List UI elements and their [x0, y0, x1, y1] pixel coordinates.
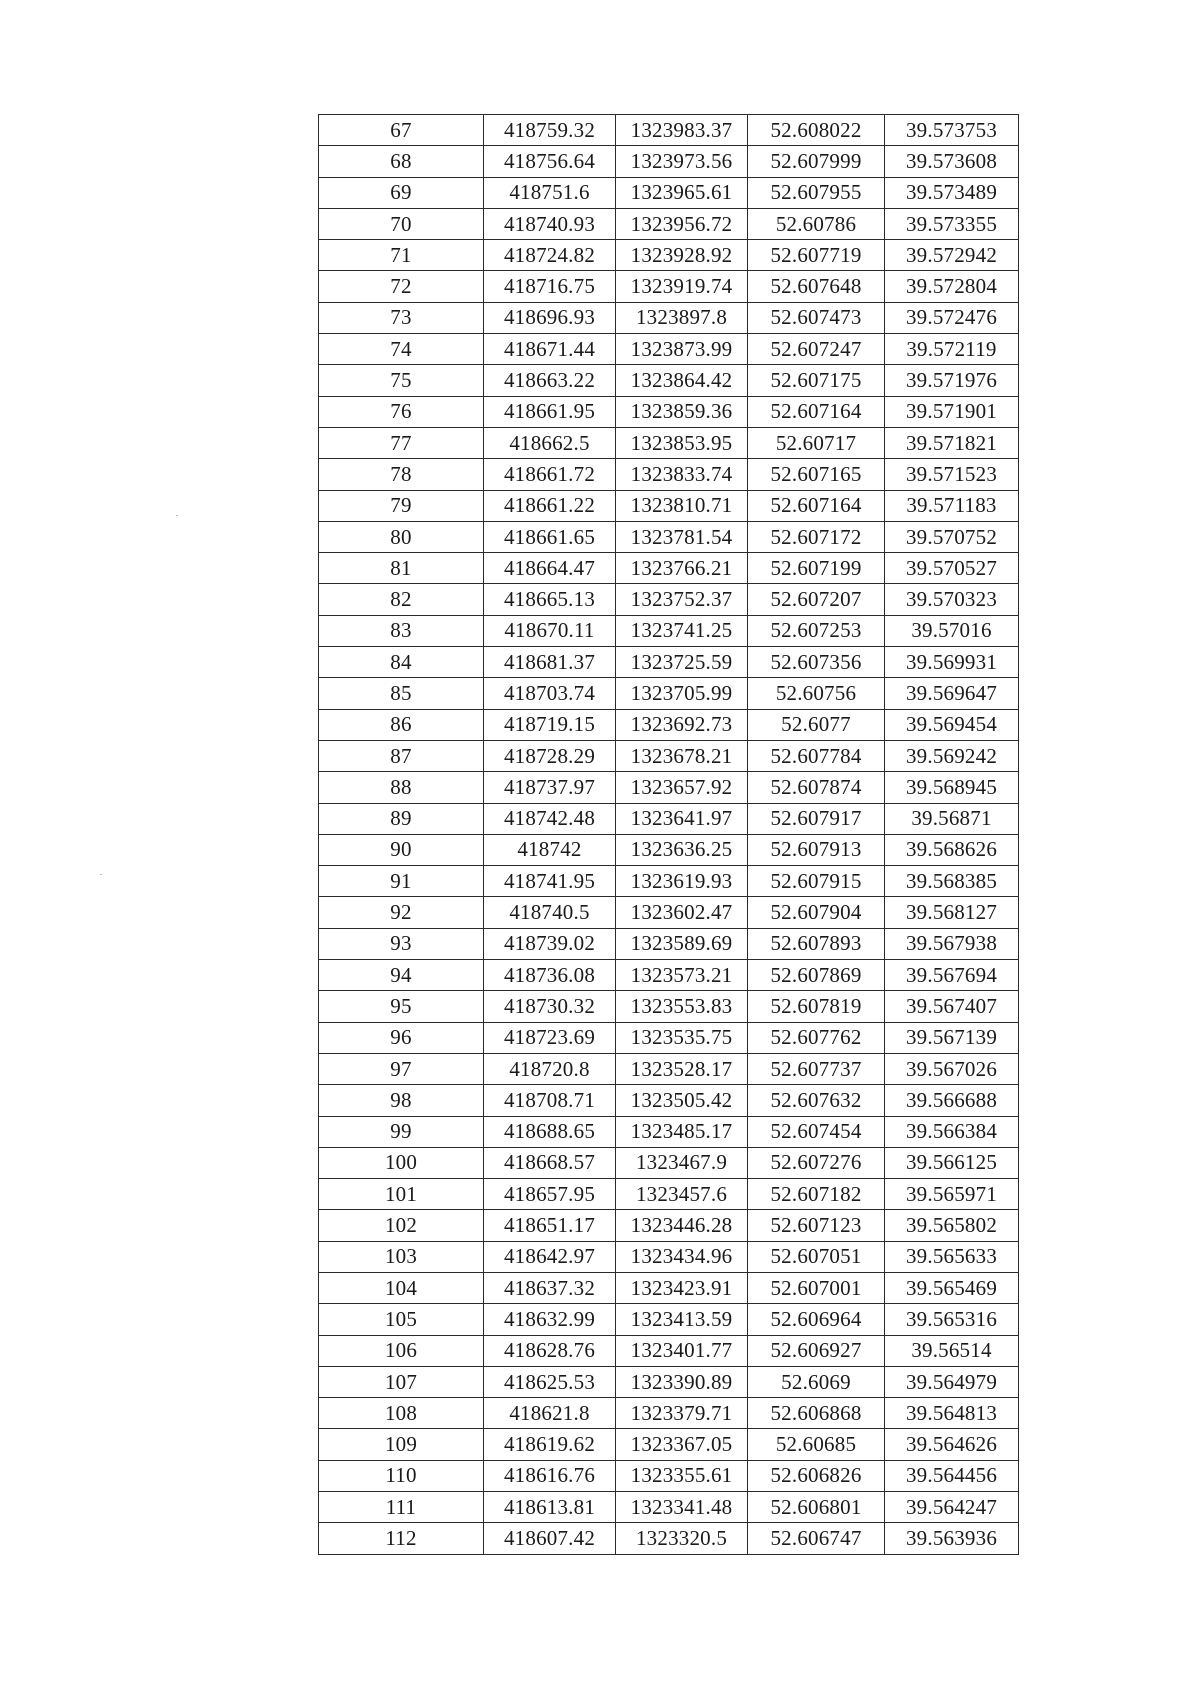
longitude-cell: 39.56514 — [885, 1335, 1019, 1366]
table-row — [319, 1053, 1019, 1084]
point-number-cell: 71 — [319, 240, 484, 271]
x-coordinate-cell: 418671.44 — [484, 334, 616, 365]
table-row — [319, 647, 1019, 678]
latitude-cell: 52.6069 — [748, 1366, 885, 1397]
longitude-cell: 39.571821 — [885, 427, 1019, 458]
y-coordinate-cell: 1323897.8 — [616, 302, 748, 333]
y-coordinate-cell: 1323379.71 — [616, 1398, 748, 1429]
x-coordinate-cell: 418730.32 — [484, 991, 616, 1022]
longitude-cell: 39.565469 — [885, 1272, 1019, 1303]
scan-speck — [176, 515, 178, 516]
latitude-cell: 52.607893 — [748, 928, 885, 959]
longitude-cell: 39.573608 — [885, 146, 1019, 177]
latitude-cell: 52.60685 — [748, 1429, 885, 1460]
y-coordinate-cell: 1323752.37 — [616, 584, 748, 615]
longitude-cell: 39.564247 — [885, 1492, 1019, 1523]
latitude-cell: 52.607632 — [748, 1085, 885, 1116]
x-coordinate-cell: 418661.95 — [484, 396, 616, 427]
y-coordinate-cell: 1323853.95 — [616, 427, 748, 458]
table-row — [319, 240, 1019, 271]
y-coordinate-cell: 1323810.71 — [616, 490, 748, 521]
x-coordinate-cell: 418625.53 — [484, 1366, 616, 1397]
longitude-cell: 39.56871 — [885, 803, 1019, 834]
x-coordinate-cell: 418661.72 — [484, 459, 616, 490]
y-coordinate-cell: 1323741.25 — [616, 615, 748, 646]
x-coordinate-cell: 418742 — [484, 834, 616, 865]
longitude-cell: 39.570323 — [885, 584, 1019, 615]
latitude-cell: 52.606868 — [748, 1398, 885, 1429]
latitude-cell: 52.607473 — [748, 302, 885, 333]
x-coordinate-cell: 418668.57 — [484, 1147, 616, 1178]
point-number-cell: 91 — [319, 866, 484, 897]
point-number-cell: 97 — [319, 1053, 484, 1084]
y-coordinate-cell: 1323467.9 — [616, 1147, 748, 1178]
point-number-cell: 72 — [319, 271, 484, 302]
x-coordinate-cell: 418708.71 — [484, 1085, 616, 1116]
latitude-cell: 52.607737 — [748, 1053, 885, 1084]
latitude-cell: 52.607051 — [748, 1241, 885, 1272]
y-coordinate-cell: 1323434.96 — [616, 1241, 748, 1272]
x-coordinate-cell: 418642.97 — [484, 1241, 616, 1272]
x-coordinate-cell: 418688.65 — [484, 1116, 616, 1147]
y-coordinate-cell: 1323965.61 — [616, 177, 748, 208]
point-number-cell: 98 — [319, 1085, 484, 1116]
longitude-cell: 39.564456 — [885, 1460, 1019, 1491]
y-coordinate-cell: 1323485.17 — [616, 1116, 748, 1147]
table-row — [319, 1272, 1019, 1303]
longitude-cell: 39.565633 — [885, 1241, 1019, 1272]
point-number-cell: 88 — [319, 772, 484, 803]
latitude-cell: 52.607904 — [748, 897, 885, 928]
point-number-cell: 92 — [319, 897, 484, 928]
latitude-cell: 52.607784 — [748, 740, 885, 771]
x-coordinate-cell: 418728.29 — [484, 740, 616, 771]
latitude-cell: 52.607199 — [748, 553, 885, 584]
point-number-cell: 106 — [319, 1335, 484, 1366]
x-coordinate-cell: 418651.17 — [484, 1210, 616, 1241]
x-coordinate-cell: 418665.13 — [484, 584, 616, 615]
longitude-cell: 39.563936 — [885, 1523, 1019, 1554]
latitude-cell: 52.60786 — [748, 208, 885, 239]
x-coordinate-cell: 418663.22 — [484, 365, 616, 396]
table-row — [319, 834, 1019, 865]
point-number-cell: 74 — [319, 334, 484, 365]
point-number-cell: 93 — [319, 928, 484, 959]
longitude-cell: 39.570752 — [885, 521, 1019, 552]
longitude-cell: 39.568127 — [885, 897, 1019, 928]
longitude-cell: 39.564626 — [885, 1429, 1019, 1460]
table-row — [319, 1210, 1019, 1241]
y-coordinate-cell: 1323983.37 — [616, 115, 748, 146]
point-number-cell: 99 — [319, 1116, 484, 1147]
longitude-cell: 39.572942 — [885, 240, 1019, 271]
table-row — [319, 803, 1019, 834]
point-number-cell: 95 — [319, 991, 484, 1022]
latitude-cell: 52.607874 — [748, 772, 885, 803]
table-row — [319, 1241, 1019, 1272]
longitude-cell: 39.568385 — [885, 866, 1019, 897]
latitude-cell: 52.607182 — [748, 1179, 885, 1210]
table-row — [319, 1304, 1019, 1335]
latitude-cell: 52.607164 — [748, 396, 885, 427]
point-number-cell: 70 — [319, 208, 484, 239]
x-coordinate-cell: 418720.8 — [484, 1053, 616, 1084]
y-coordinate-cell: 1323535.75 — [616, 1022, 748, 1053]
table-row — [319, 177, 1019, 208]
y-coordinate-cell: 1323657.92 — [616, 772, 748, 803]
y-coordinate-cell: 1323859.36 — [616, 396, 748, 427]
x-coordinate-cell: 418696.93 — [484, 302, 616, 333]
point-number-cell: 78 — [319, 459, 484, 490]
point-number-cell: 100 — [319, 1147, 484, 1178]
y-coordinate-cell: 1323341.48 — [616, 1492, 748, 1523]
y-coordinate-cell: 1323553.83 — [616, 991, 748, 1022]
point-number-cell: 73 — [319, 302, 484, 333]
table-row — [319, 1179, 1019, 1210]
point-number-cell: 89 — [319, 803, 484, 834]
point-number-cell: 68 — [319, 146, 484, 177]
latitude-cell: 52.607917 — [748, 803, 885, 834]
latitude-cell: 52.606927 — [748, 1335, 885, 1366]
table-row — [319, 928, 1019, 959]
table-row — [319, 678, 1019, 709]
x-coordinate-cell: 418742.48 — [484, 803, 616, 834]
y-coordinate-cell: 1323678.21 — [616, 740, 748, 771]
latitude-cell: 52.6077 — [748, 709, 885, 740]
latitude-cell: 52.606964 — [748, 1304, 885, 1335]
point-number-cell: 82 — [319, 584, 484, 615]
table-row — [319, 1147, 1019, 1178]
x-coordinate-cell: 418736.08 — [484, 960, 616, 991]
y-coordinate-cell: 1323641.97 — [616, 803, 748, 834]
y-coordinate-cell: 1323864.42 — [616, 365, 748, 396]
x-coordinate-cell: 418657.95 — [484, 1179, 616, 1210]
table-row — [319, 1523, 1019, 1554]
x-coordinate-cell: 418662.5 — [484, 427, 616, 458]
latitude-cell: 52.607165 — [748, 459, 885, 490]
latitude-cell: 52.607719 — [748, 240, 885, 271]
x-coordinate-cell: 418737.97 — [484, 772, 616, 803]
longitude-cell: 39.571976 — [885, 365, 1019, 396]
x-coordinate-cell: 418703.74 — [484, 678, 616, 709]
longitude-cell: 39.572119 — [885, 334, 1019, 365]
latitude-cell: 52.607175 — [748, 365, 885, 396]
latitude-cell: 52.607276 — [748, 1147, 885, 1178]
latitude-cell: 52.607955 — [748, 177, 885, 208]
longitude-cell: 39.573489 — [885, 177, 1019, 208]
table-row — [319, 553, 1019, 584]
point-number-cell: 84 — [319, 647, 484, 678]
y-coordinate-cell: 1323919.74 — [616, 271, 748, 302]
latitude-cell: 52.607999 — [748, 146, 885, 177]
latitude-cell: 52.607762 — [748, 1022, 885, 1053]
table-row — [319, 208, 1019, 239]
x-coordinate-cell: 418670.11 — [484, 615, 616, 646]
longitude-cell: 39.573753 — [885, 115, 1019, 146]
point-number-cell: 90 — [319, 834, 484, 865]
latitude-cell: 52.607123 — [748, 1210, 885, 1241]
table-row — [319, 302, 1019, 333]
x-coordinate-cell: 418621.8 — [484, 1398, 616, 1429]
longitude-cell: 39.573355 — [885, 208, 1019, 239]
point-number-cell: 77 — [319, 427, 484, 458]
point-number-cell: 102 — [319, 1210, 484, 1241]
point-number-cell: 87 — [319, 740, 484, 771]
table-row — [319, 115, 1019, 146]
latitude-cell: 52.607356 — [748, 647, 885, 678]
x-coordinate-cell: 418637.32 — [484, 1272, 616, 1303]
longitude-cell: 39.564979 — [885, 1366, 1019, 1397]
longitude-cell: 39.567694 — [885, 960, 1019, 991]
point-number-cell: 80 — [319, 521, 484, 552]
point-number-cell: 76 — [319, 396, 484, 427]
longitude-cell: 39.567938 — [885, 928, 1019, 959]
table-row — [319, 1492, 1019, 1523]
table-row — [319, 334, 1019, 365]
table-row — [319, 1022, 1019, 1053]
table-row — [319, 427, 1019, 458]
y-coordinate-cell: 1323505.42 — [616, 1085, 748, 1116]
longitude-cell: 39.570527 — [885, 553, 1019, 584]
x-coordinate-cell: 418616.76 — [484, 1460, 616, 1491]
longitude-cell: 39.572476 — [885, 302, 1019, 333]
table-row — [319, 991, 1019, 1022]
longitude-cell: 39.566688 — [885, 1085, 1019, 1116]
point-number-cell: 81 — [319, 553, 484, 584]
point-number-cell: 86 — [319, 709, 484, 740]
point-number-cell: 101 — [319, 1179, 484, 1210]
table-row — [319, 459, 1019, 490]
coordinates-table — [318, 114, 1019, 1555]
longitude-cell: 39.565316 — [885, 1304, 1019, 1335]
latitude-cell: 52.60717 — [748, 427, 885, 458]
longitude-cell: 39.565802 — [885, 1210, 1019, 1241]
y-coordinate-cell: 1323413.59 — [616, 1304, 748, 1335]
longitude-cell: 39.569242 — [885, 740, 1019, 771]
x-coordinate-cell: 418756.64 — [484, 146, 616, 177]
x-coordinate-cell: 418719.15 — [484, 709, 616, 740]
x-coordinate-cell: 418632.99 — [484, 1304, 616, 1335]
point-number-cell: 103 — [319, 1241, 484, 1272]
longitude-cell: 39.569454 — [885, 709, 1019, 740]
point-number-cell: 83 — [319, 615, 484, 646]
y-coordinate-cell: 1323873.99 — [616, 334, 748, 365]
table-row — [319, 1116, 1019, 1147]
y-coordinate-cell: 1323928.92 — [616, 240, 748, 271]
x-coordinate-cell: 418628.76 — [484, 1335, 616, 1366]
table-row — [319, 146, 1019, 177]
y-coordinate-cell: 1323446.28 — [616, 1210, 748, 1241]
y-coordinate-cell: 1323692.73 — [616, 709, 748, 740]
point-number-cell: 75 — [319, 365, 484, 396]
table-row — [319, 709, 1019, 740]
table-row — [319, 1429, 1019, 1460]
table-row — [319, 897, 1019, 928]
point-number-cell: 108 — [319, 1398, 484, 1429]
table-row — [319, 1366, 1019, 1397]
longitude-cell: 39.569931 — [885, 647, 1019, 678]
latitude-cell: 52.607253 — [748, 615, 885, 646]
latitude-cell: 52.607648 — [748, 271, 885, 302]
latitude-cell: 52.607247 — [748, 334, 885, 365]
x-coordinate-cell: 418741.95 — [484, 866, 616, 897]
x-coordinate-cell: 418607.42 — [484, 1523, 616, 1554]
point-number-cell: 104 — [319, 1272, 484, 1303]
latitude-cell: 52.607454 — [748, 1116, 885, 1147]
point-number-cell: 110 — [319, 1460, 484, 1491]
y-coordinate-cell: 1323528.17 — [616, 1053, 748, 1084]
longitude-cell: 39.571523 — [885, 459, 1019, 490]
table-row — [319, 1085, 1019, 1116]
table-row — [319, 1398, 1019, 1429]
longitude-cell: 39.572804 — [885, 271, 1019, 302]
table-row — [319, 1460, 1019, 1491]
longitude-cell: 39.566125 — [885, 1147, 1019, 1178]
point-number-cell: 85 — [319, 678, 484, 709]
latitude-cell: 52.608022 — [748, 115, 885, 146]
table-row — [319, 615, 1019, 646]
x-coordinate-cell: 418661.65 — [484, 521, 616, 552]
y-coordinate-cell: 1323355.61 — [616, 1460, 748, 1491]
latitude-cell: 52.606747 — [748, 1523, 885, 1554]
x-coordinate-cell: 418739.02 — [484, 928, 616, 959]
table-row — [319, 1335, 1019, 1366]
table-row — [319, 772, 1019, 803]
x-coordinate-cell: 418716.75 — [484, 271, 616, 302]
longitude-cell: 39.571183 — [885, 490, 1019, 521]
longitude-cell: 39.564813 — [885, 1398, 1019, 1429]
table-row — [319, 271, 1019, 302]
latitude-cell: 52.606801 — [748, 1492, 885, 1523]
latitude-cell: 52.607207 — [748, 584, 885, 615]
scan-speck — [100, 874, 102, 875]
longitude-cell: 39.567026 — [885, 1053, 1019, 1084]
table-row — [319, 584, 1019, 615]
y-coordinate-cell: 1323367.05 — [616, 1429, 748, 1460]
longitude-cell: 39.571901 — [885, 396, 1019, 427]
longitude-cell: 39.57016 — [885, 615, 1019, 646]
table-row — [319, 521, 1019, 552]
point-number-cell: 112 — [319, 1523, 484, 1554]
longitude-cell: 39.565971 — [885, 1179, 1019, 1210]
latitude-cell: 52.607913 — [748, 834, 885, 865]
y-coordinate-cell: 1323619.93 — [616, 866, 748, 897]
y-coordinate-cell: 1323833.74 — [616, 459, 748, 490]
y-coordinate-cell: 1323705.99 — [616, 678, 748, 709]
x-coordinate-cell: 418740.93 — [484, 208, 616, 239]
longitude-cell: 39.567139 — [885, 1022, 1019, 1053]
y-coordinate-cell: 1323956.72 — [616, 208, 748, 239]
longitude-cell: 39.568626 — [885, 834, 1019, 865]
latitude-cell: 52.60756 — [748, 678, 885, 709]
point-number-cell: 79 — [319, 490, 484, 521]
latitude-cell: 52.607869 — [748, 960, 885, 991]
y-coordinate-cell: 1323589.69 — [616, 928, 748, 959]
x-coordinate-cell: 418661.22 — [484, 490, 616, 521]
table-row — [319, 365, 1019, 396]
table-row — [319, 396, 1019, 427]
latitude-cell: 52.607164 — [748, 490, 885, 521]
point-number-cell: 69 — [319, 177, 484, 208]
y-coordinate-cell: 1323973.56 — [616, 146, 748, 177]
y-coordinate-cell: 1323457.6 — [616, 1179, 748, 1210]
table-row — [319, 740, 1019, 771]
y-coordinate-cell: 1323766.21 — [616, 553, 748, 584]
y-coordinate-cell: 1323636.25 — [616, 834, 748, 865]
latitude-cell: 52.607915 — [748, 866, 885, 897]
x-coordinate-cell: 418723.69 — [484, 1022, 616, 1053]
x-coordinate-cell: 418724.82 — [484, 240, 616, 271]
y-coordinate-cell: 1323423.91 — [616, 1272, 748, 1303]
latitude-cell: 52.607819 — [748, 991, 885, 1022]
table-row — [319, 960, 1019, 991]
x-coordinate-cell: 418681.37 — [484, 647, 616, 678]
y-coordinate-cell: 1323401.77 — [616, 1335, 748, 1366]
x-coordinate-cell: 418664.47 — [484, 553, 616, 584]
x-coordinate-cell: 418740.5 — [484, 897, 616, 928]
point-number-cell: 111 — [319, 1492, 484, 1523]
x-coordinate-cell: 418759.32 — [484, 115, 616, 146]
table-row — [319, 866, 1019, 897]
point-number-cell: 96 — [319, 1022, 484, 1053]
y-coordinate-cell: 1323602.47 — [616, 897, 748, 928]
point-number-cell: 94 — [319, 960, 484, 991]
latitude-cell: 52.606826 — [748, 1460, 885, 1491]
x-coordinate-cell: 418613.81 — [484, 1492, 616, 1523]
point-number-cell: 107 — [319, 1366, 484, 1397]
y-coordinate-cell: 1323390.89 — [616, 1366, 748, 1397]
longitude-cell: 39.568945 — [885, 772, 1019, 803]
latitude-cell: 52.607001 — [748, 1272, 885, 1303]
y-coordinate-cell: 1323573.21 — [616, 960, 748, 991]
longitude-cell: 39.567407 — [885, 991, 1019, 1022]
x-coordinate-cell: 418751.6 — [484, 177, 616, 208]
point-number-cell: 105 — [319, 1304, 484, 1335]
x-coordinate-cell: 418619.62 — [484, 1429, 616, 1460]
point-number-cell: 67 — [319, 115, 484, 146]
longitude-cell: 39.566384 — [885, 1116, 1019, 1147]
latitude-cell: 52.607172 — [748, 521, 885, 552]
y-coordinate-cell: 1323320.5 — [616, 1523, 748, 1554]
coordinates-table-body — [319, 115, 1019, 1555]
table-row — [319, 490, 1019, 521]
y-coordinate-cell: 1323781.54 — [616, 521, 748, 552]
y-coordinate-cell: 1323725.59 — [616, 647, 748, 678]
longitude-cell: 39.569647 — [885, 678, 1019, 709]
point-number-cell: 109 — [319, 1429, 484, 1460]
